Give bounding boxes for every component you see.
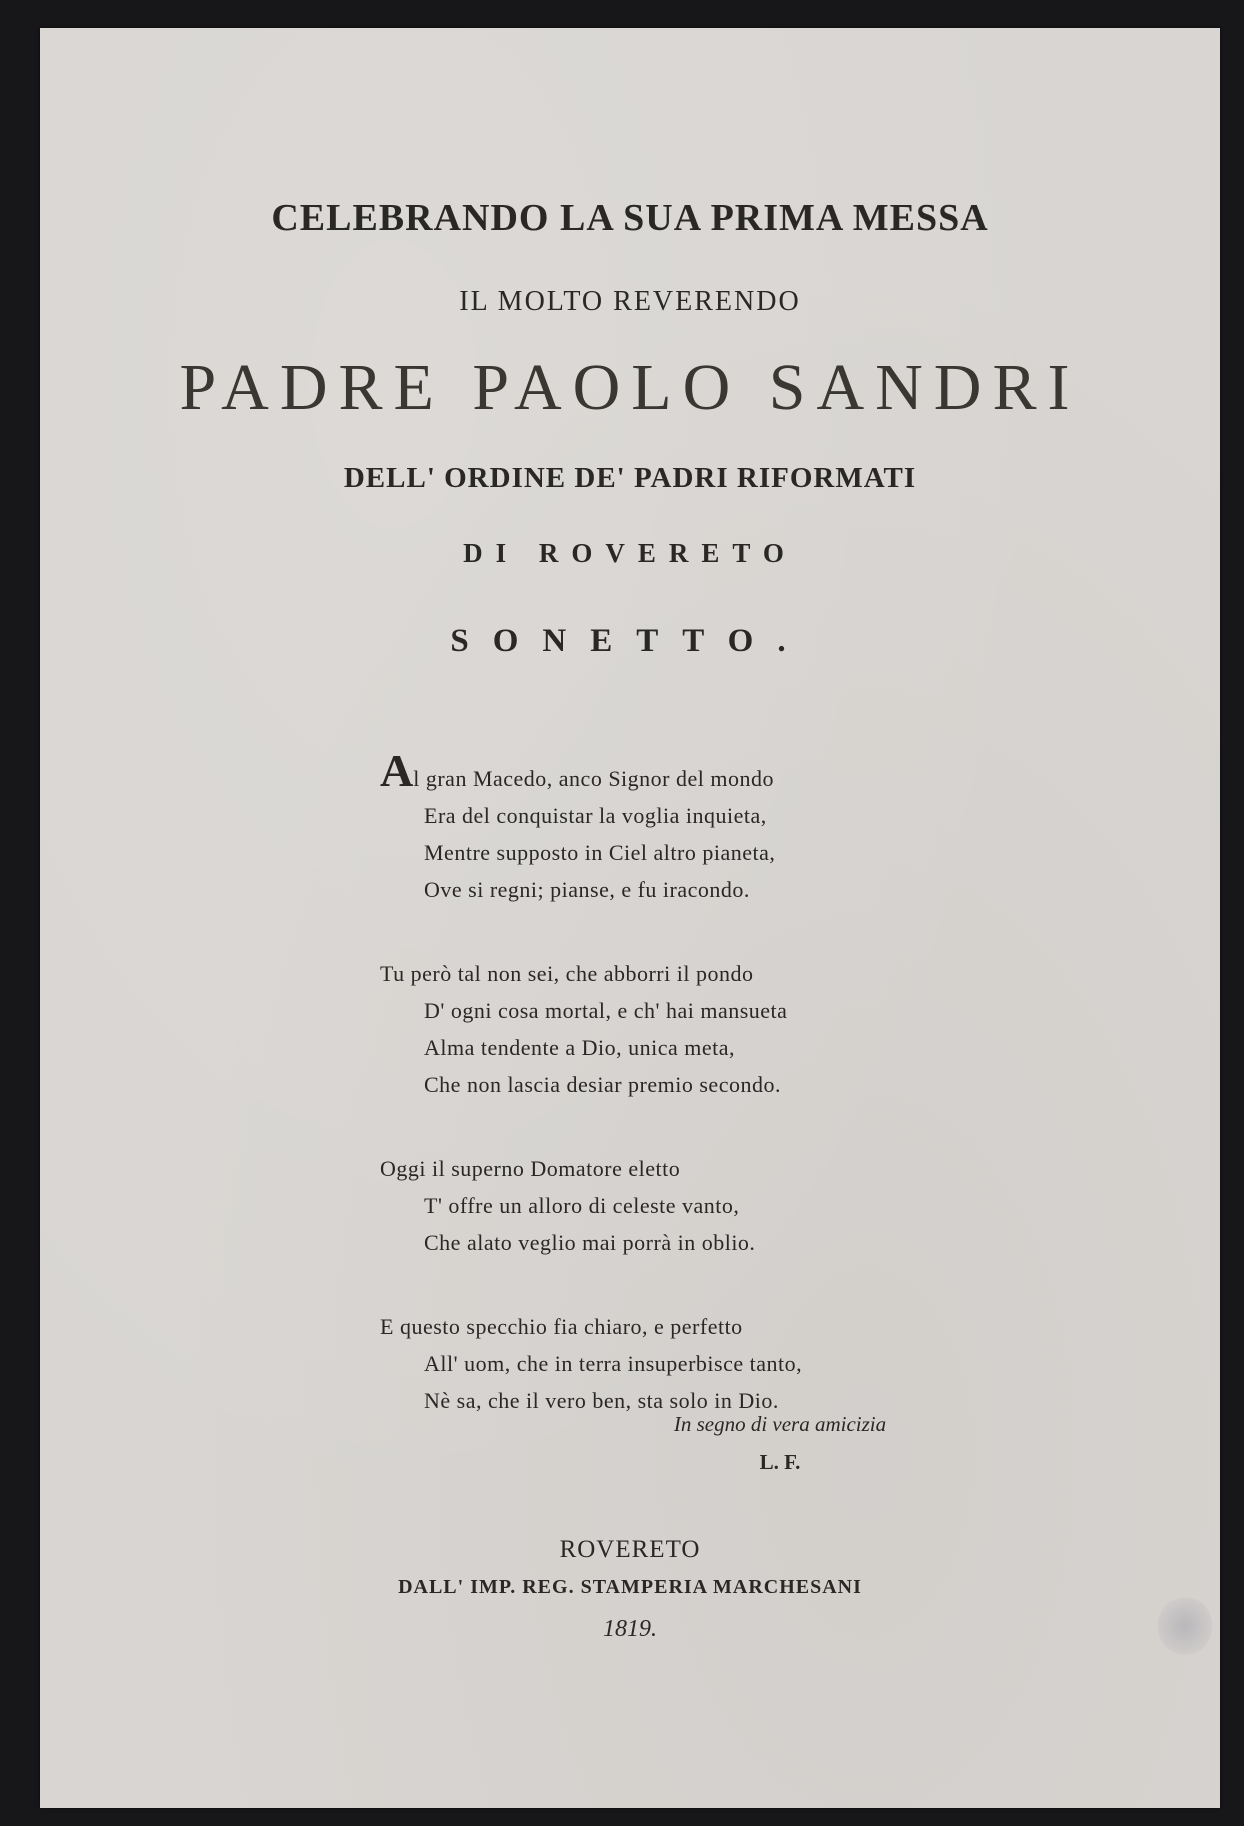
signoff [630, 1404, 930, 1480]
poem-line: Oggi il superno Domatore eletto [380, 1156, 681, 1181]
poem-line: Era del conquistar la voglia inquieta, [424, 803, 767, 828]
sonnet [380, 745, 940, 1419]
imprint-year: 1819. [603, 1616, 657, 1642]
poem-line: Tu però tal non sei, che abborri il pondo [380, 961, 754, 986]
stanza-4 [380, 1308, 940, 1419]
poem-line: All' uom, che in terra insuperbisce tanto, [424, 1351, 803, 1376]
poem-line: Al gran Macedo, anco Signor del mondo [380, 745, 774, 796]
heading-order: DELL' ORDINE DE' PADRI RIFORMATI [343, 462, 917, 494]
heading-honorific: IL MOLTO REVERENDO [459, 286, 801, 317]
heading-name: PADRE PAOLO SANDRI [179, 351, 1081, 424]
imprint-place: ROVERETO [559, 1536, 701, 1563]
stanza-1 [380, 745, 940, 908]
heading-city: DI ROVERETO [463, 538, 797, 568]
poem-line: Alma tendente a Dio, unica meta, [424, 1035, 736, 1060]
heading-genre: SONETTO. [450, 623, 810, 659]
poem-line: Che alato veglio mai porrà in oblio. [424, 1230, 756, 1255]
poem-line: T' offre un alloro di celeste vanto, [424, 1193, 740, 1218]
poem-line: Ove si regni; pianse, e fu iracondo. [424, 877, 750, 902]
poem-line: D' ogni cosa mortal, e ch' hai mansueta [424, 998, 788, 1023]
poem-line: Nè sa, che il vero ben, sta solo in Dio. [424, 1388, 779, 1413]
poem-line: Che non lascia desiar premio secondo. [424, 1072, 781, 1097]
stanza-3 [380, 1150, 940, 1261]
author-initials: L. F. [759, 1450, 801, 1474]
drop-cap: A [380, 745, 414, 796]
heading-occasion: CELEBRANDO LA SUA PRIMA MESSA [271, 197, 989, 239]
stanza-2 [380, 955, 940, 1103]
library-stamp [1158, 1596, 1212, 1656]
poem-line: E questo specchio fia chiaro, e perfetto [380, 1314, 743, 1339]
poem-line: Mentre supposto in Ciel altro pianeta, [424, 840, 776, 865]
dedication: In segno di vera amicizia [673, 1412, 887, 1436]
imprint-printer: DALL' IMP. REG. STAMPERIA MARCHESANI [398, 1576, 862, 1598]
document-page [40, 28, 1220, 1808]
